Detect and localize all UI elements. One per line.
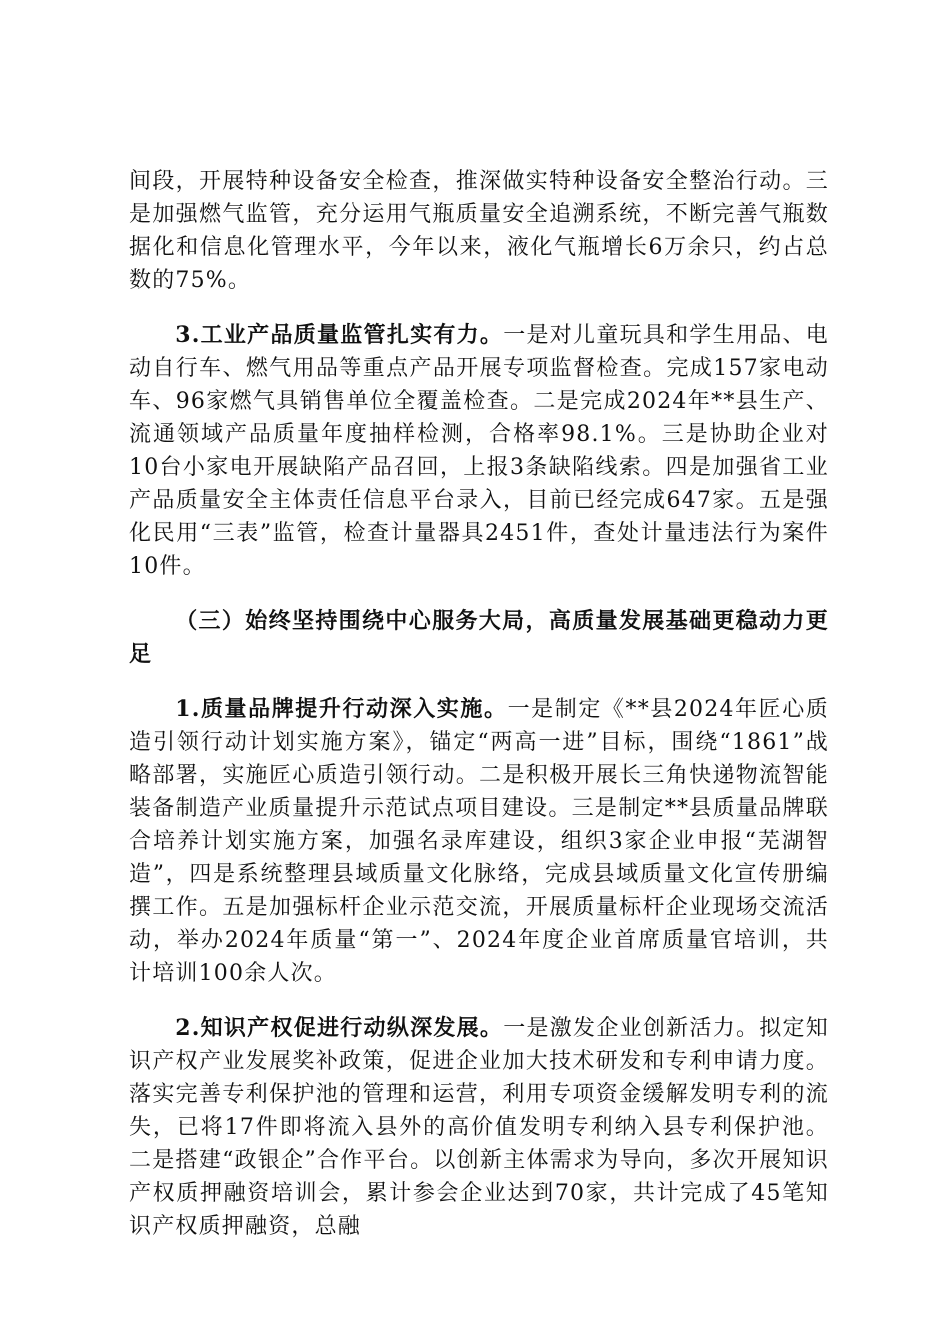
paragraph-continuation [129,165,829,297]
paragraph-lead: 3.工业产品质量监管扎实有力。 [175,322,504,348]
paragraph-text: 一是对儿童玩具和学生用品、电动自行车、燃气用品等重点产品开展专项监督检查。完成157家电动车、96家燃气具销售单位全覆盖检查。二是完成2024年**县生产、流通领域产品质量年度抽样检测，合格率98.1%。三是协助企业对10台小家电开展缺陷产品召回，上报3条缺陷线索。四是加强省工业产品质量安全主体责任信息平台录入，目前已经完成647家。五是强化民用“三表”监管，检查计量器具2451件，查处计量违法行为案件10件。 [129,323,829,579]
section-heading [129,605,829,671]
paragraph-lead: 1.质量品牌提升行动深入实施。 [175,696,508,722]
paragraph-text: 一是激发企业创新活力。拟定知识产权产业发展奖补政策，促进企业加大技术研发和专利申请力度。落实完善专利保护池的管理和运营，利用专项资金缓解发明专利的流失，已将17件即将流入县外的高价值发明专利纳入县专利保护池。二是搭建“政银企”合作平台。以创新主体需求为导向，多次开展知识产权质押融资培训会，累计参会企业达到70家，共计完成了45笔知识产权质押融资，总融 [129,1016,829,1239]
section-heading-text: （三）始终坚持围绕中心服务大局，高质量发展基础更稳动力更足 [129,608,829,667]
paragraph-quality-brand [129,693,829,990]
paragraph-text: 一是制定《**县2024年匠心质造引领行动计划实施方案》，锚定“两高一进”目标，围绕“1861”战略部署，实施匠心质造引领行动。二是积极开展长三角快递物流智能装备制造产业质量提升示范试点项目建设。三是制定**县质量品牌联合培养计划实施方案，加强名录库建设，组织3家企业申报“芜湖智造”，四是系统整理县域质量文化脉络，完成县域质量文化宣传册编撰工作。五是加强标杆企业示范交流，开展质量标杆企业现场交流活动，举办2024年质量“第一”、2024年度企业首席质量官培训，共计培训100余人次。 [129,697,829,986]
paragraph-text: 间段，开展特种设备安全检查，推深做实特种设备安全整治行动。三是加强燃气监管，充分运用气瓶质量安全追溯系统，不断完善气瓶数据化和信息化管理水平，今年以来，液化气瓶增长6万余只，约占总数的75%。 [129,169,829,293]
paragraph-ip-promotion [129,1012,829,1243]
paragraph-industrial-products [129,319,829,583]
paragraph-lead: 2.知识产权促进行动纵深发展。 [175,1015,504,1041]
document-page [129,165,829,1265]
